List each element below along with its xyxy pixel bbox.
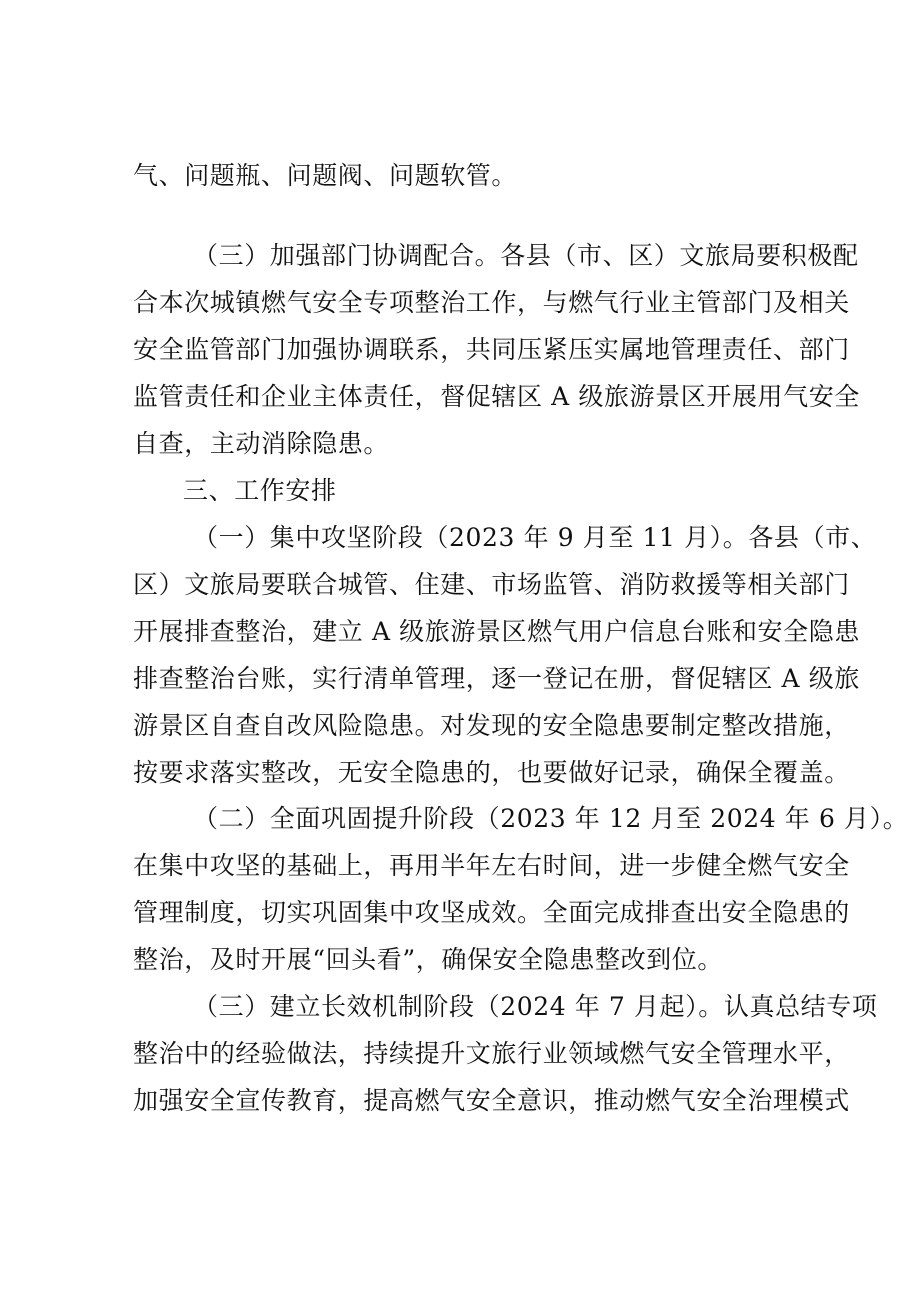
text-line: 在集中攻坚的基础上，再用半年左右时间，进一步健全燃气安全: [133, 851, 850, 880]
text-line: 合本次城镇燃气安全专项整治工作，与燃气行业主管部门及相关: [133, 288, 850, 317]
text-line: 整治，及时开展“回头看”，确保安全隐患整改到位。: [133, 945, 723, 974]
text-line: 开展排查整治，建立 A 级旅游景区燃气用户信息台账和安全隐患: [133, 617, 860, 646]
text-line: 监管责任和企业主体责任，督促辖区 A 级旅游景区开展用气安全: [133, 382, 860, 411]
text-line: 游景区自查自改风险隐患。对发现的安全隐患要制定整改措施，: [133, 711, 850, 740]
text-line: 安全监管部门加强协调联系，共同压紧压实属地管理责任、部门: [133, 335, 850, 364]
section-heading: 三、工作安排: [183, 476, 337, 505]
text-line: 气、问题瓶、问题阀、问题软管。: [133, 161, 518, 190]
text-line: 加强安全宣传教育，提高燃气安全意识，推动燃气安全治理模式: [133, 1086, 850, 1115]
text-line: 自查，主动消除隐患。: [133, 429, 390, 458]
text-line: 排查整治台账，实行清单管理，逐一登记在册，督促辖区 A 级旅: [133, 664, 860, 693]
text-line: 区）文旅局要联合城管、住建、市场监管、消防救援等相关部门: [133, 570, 850, 599]
paragraph-heading-line: （三）加强部门协调配合。各县（市、区）文旅局要积极配: [193, 241, 859, 270]
text-line: 管理制度，切实巩固集中攻坚成效。全面完成排查出安全隐患的: [133, 898, 850, 927]
paragraph-heading-line: （二）全面巩固提升阶段（2023 年 12 月至 2024 年 6 月）。: [193, 804, 909, 833]
paragraph-heading-line: （三）建立长效机制阶段（2024 年 7 月起）。认真总结专项: [193, 992, 878, 1021]
text-line: 按要求落实整改，无安全隐患的，也要做好记录，确保全覆盖。: [133, 758, 850, 787]
text-line: 整治中的经验做法，持续提升文旅行业领域燃气安全管理水平，: [133, 1039, 850, 1068]
paragraph-heading-line: （一）集中攻坚阶段（2023 年 9 月至 11 月）。各县（市、: [193, 523, 877, 552]
